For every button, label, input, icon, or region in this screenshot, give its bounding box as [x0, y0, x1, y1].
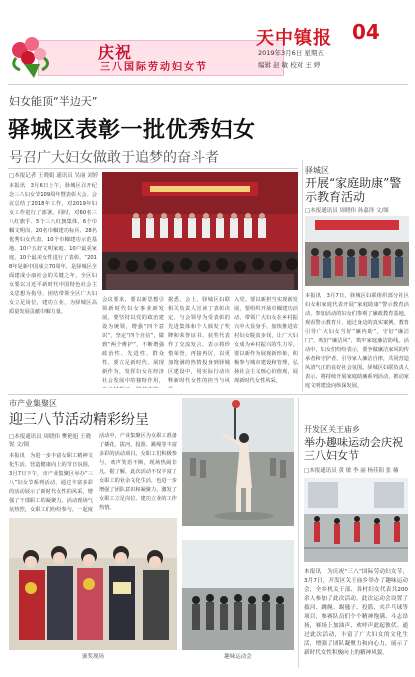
section-divider — [8, 394, 408, 395]
sidebar-byline: □本报通讯员 周晓伟 孙嘉泽 文/图 — [305, 208, 389, 214]
sidebar-body: 本报讯 3月7日，驿城区妇联组织部分社区妇女和家庭代表开展“家庭助康”警示教育活动，参加活动的妇女们参观了廉政教育基地，观看警示教育片，通过身边的真实案例，教育引导广大妇女当好“廉内助”，守好“廉洁门”，吹好“廉洁风”，筑牢家庭廉洁防线。活动中，妇女们纷纷表示，要争做廉洁家风的传承者和守护者，引导家人廉洁自律，共同营造风清气正的良好社会氛围。驿城区妇联负责人表示，将持续开展家庭助廉系列活动，推动家庭文明建设向纵深发展。 — [305, 293, 409, 388]
march8-column-2: 活动中，产业集聚区为女职工准备了插花、拔河、投篮、跳绳等丰富多彩的活动项目。女职工们积极参与，欢声笑语不断，现场热闹非凡。据了解，此次活动不仅丰富了女职工的业余文化生活，也进一步增强了团队意识和凝聚力，激发了女职工立足岗位、建功立业的工作热情。 — [99, 433, 177, 511]
games-photo — [304, 478, 408, 562]
main-headline: 驿城区表彰一批优秀妇女 — [8, 117, 256, 143]
march8-headline: 迎三八节活动精彩纷呈 — [9, 412, 149, 428]
main-kicker: 妇女能顶“半边天” — [9, 95, 98, 108]
sidebar-headline: 开展“家庭助康”警示教育活动 — [305, 176, 402, 204]
sport-photo — [182, 398, 294, 526]
march8-column-1: 本报讯 为进一步丰富女职工精神文化生活，营造健康向上的节日氛围，3月7日下午，市产业集聚区举办“三八”妇女节系列活动，通过丰富多彩的活动展示了新时代女性的风采，增强了干部职工的凝聚力。活动现场气氛热烈，女职工们纷纷参与，一起度 — [9, 453, 93, 513]
main-subhead: 号召广大妇女做敢于追梦的奋斗者 — [9, 150, 219, 166]
date-line: 2019年3月6日 星期五 — [258, 49, 324, 57]
march8-kicker: 市产业集聚区 — [9, 399, 57, 408]
games-headline: 举办趣味运动会庆祝三八妇女节 — [304, 436, 403, 462]
award-photo-caption: 颁奖现场 — [81, 654, 104, 660]
games-body: 本报讯 为庆祝“三八”国际劳动妇女节，3月7日，开发区关王庙乡举办了趣味运动会，全乡机关干部、各村妇女代表共200余人参加了此次活动。此次运动会设置了拔河、跳绳、踢毽子、投篮、夹乒乓球等项目，参赛队员们个个精神饱满、斗志昂扬，赛场上加油声、欢呼声此起彼伏。通过此次活动，丰富了广大妇女的文化生活，增强了团队凝聚力和向心力，展示了新时代女性积极向上的精神风貌。 — [304, 569, 408, 656]
group-photo — [182, 540, 294, 650]
main-column-2: 会议要求，要以新思想引领新时代妇女事业新发展。要坚持以党的政治建设为统领，增强“四个意识”，坚定“四个自信”，做到“两个维护”，不断增强政治性、先进性、群众性。要立足新时代、展现新作为，发挥妇女在经济社会发展中的独特作用， — [102, 297, 164, 384]
flower-bouquet-icon — [6, 30, 66, 80]
editor-line: 编辑 赵 敏 校对 王 婷 — [258, 61, 321, 69]
group-photo-caption: 趣味运动会 — [224, 654, 252, 660]
page-number: 04 — [352, 20, 380, 44]
main-column-1: 本报讯 3月6日上午，驿城区召开纪念三八妇女节109周年暨表彰大会。会议总结了2018年工作，对2019年妇女工作进行了部署。同时，对60名三八红旗手、5个三八红旗集体、6个巾帼文明岗、20名巾帼建功标兵、28名优秀妇女代表、10个巾帼建功示范基地、10户五好文明家庭、10户最美家庭、10个最美女性进行了表彰。“2018年是新中国成立70周年，是驿城区全面建成小康社会的关键之年，全区妇女要以习近平新时代中国特色社会主义思想为指导，团结带领全区广大妇女立足岗位，建功立业，为驿城区高质量发展贡献巾帼力量。 — [9, 183, 97, 315]
festival-title: 庆祝 — [98, 43, 133, 62]
header-divider — [8, 84, 408, 85]
main-byline: □本报记者 王晓娟 通讯员 吴丽 刘婷 — [9, 173, 99, 179]
main-divider — [8, 168, 298, 169]
games-byline: □本报通讯员 黄 敏 李 丽 杨佳阳 张 楠 — [304, 468, 399, 474]
games-kicker: 开发区关王庙乡 — [304, 425, 360, 434]
main-column-4: 入党。要以新担当实现新发展，要组织开展巾帼建功活动，带领广大妇女在乡村振兴中大显身手，加快推进农村妇女脱贫步伐，让广大妇女成为乡村振兴的生力军。要以新作为展现新形象，积极参与城市建设和管理，弘扬社会主义核心价值观，展现新时代女性风采。 — [234, 297, 298, 384]
sidebar-divider — [302, 160, 303, 392]
sidebar-kicker: 驿城区 — [305, 166, 329, 175]
main-column-3: 据悉，会上，驿城区妇联相关负责人宣读了表彰决定，与会领导为受表彰的先进集体和个人颁发了奖牌和荣誉证书。获奖代表作了交流发言，表示将珍惜荣誉，再接再厉，以更加饱满的热情投身到驿城区建设中，用实际行动诠释新时代女性的担当与风 — [168, 297, 230, 384]
award-photo — [9, 518, 177, 650]
ceremony-photo — [102, 172, 298, 290]
sidebar-photo — [305, 216, 409, 286]
festival-subtitle: 三八国际劳动妇女节 — [100, 62, 208, 73]
march8-byline: □本报通讯员 周晓伟 樊艳旭 王晓锐 文/图 — [9, 434, 91, 448]
masthead-title: 天中镇报 — [256, 28, 332, 49]
games-divider — [298, 398, 299, 668]
